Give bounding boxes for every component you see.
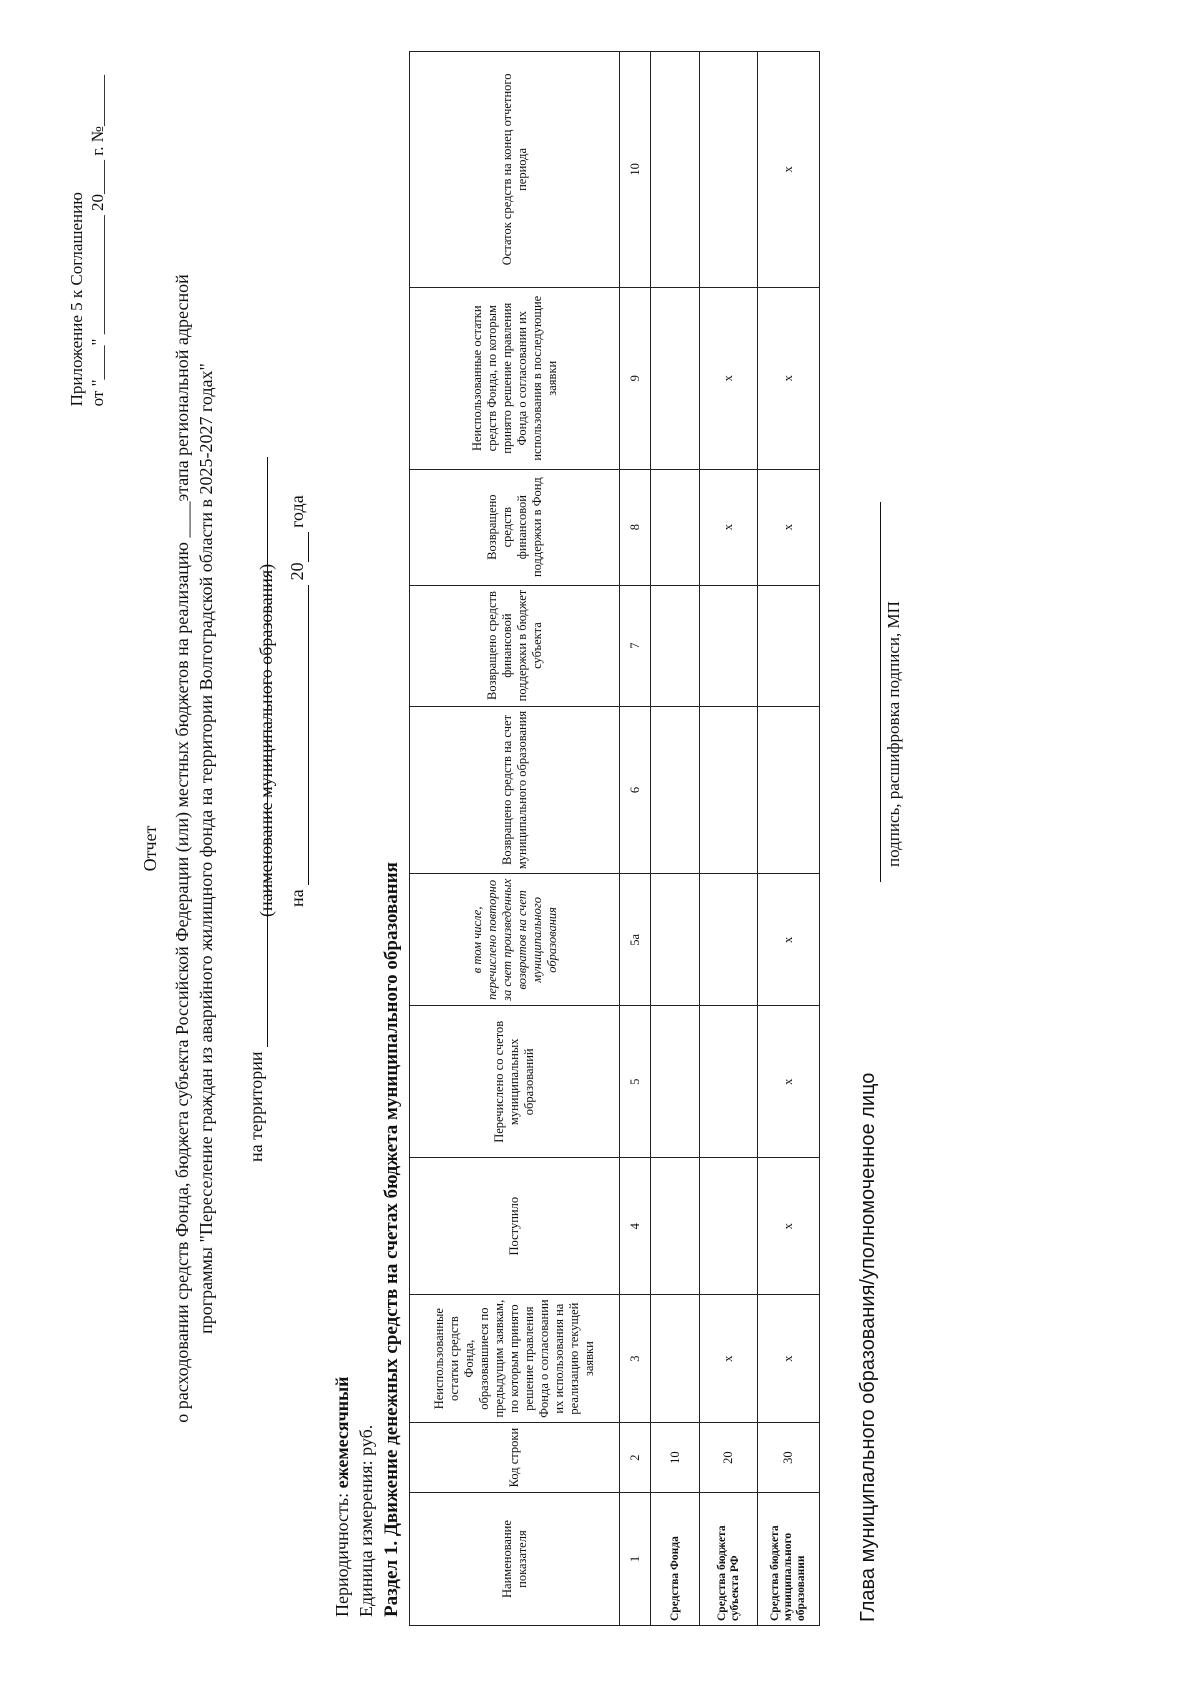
- table-cell[interactable]: [700, 1006, 758, 1158]
- row-name: Средства Фонда: [651, 1493, 700, 1626]
- table-cell: х: [758, 1295, 820, 1423]
- date-year-prefix: 20: [287, 562, 307, 581]
- signature-caption: подпись, расшифровка подписи, МП: [884, 601, 903, 867]
- table-cell: х: [758, 1158, 820, 1295]
- row-code: 10: [651, 1423, 700, 1493]
- table-cell[interactable]: [651, 706, 700, 874]
- signature-position: Глава муниципального образования/уполномоченное лицо: [857, 1072, 879, 1622]
- row-name: Средства бюджета субъекта РФ: [700, 1493, 758, 1626]
- header-transferred-again: в том числе, перечислено повторно за счет произведенных возвратов на счет муниципального образования: [410, 874, 620, 1006]
- table-cell: х: [700, 469, 758, 585]
- table-cell[interactable]: [651, 585, 700, 706]
- column-number: 1: [620, 1493, 651, 1626]
- report-table: [409, 51, 820, 1626]
- table-cell: х: [758, 874, 820, 1006]
- column-number: 10: [620, 52, 651, 288]
- appendix-line-1: Приложение 5 к Соглашению: [67, 192, 86, 407]
- table-cell[interactable]: [651, 874, 700, 1006]
- header-unused-next: Неиспользованные остатки средств Фонда, по которым принято решение правления Фонда о согласовании их использования в последующие заявки: [410, 287, 620, 469]
- header-name: Наименование показателя: [410, 1493, 620, 1626]
- table-cell[interactable]: [700, 706, 758, 874]
- territory-label: на территории: [246, 1051, 266, 1162]
- column-number: 5: [620, 1006, 651, 1158]
- table-column-numbers-row: [620, 52, 651, 1626]
- row-code: 20: [700, 1423, 758, 1493]
- column-number: 4: [620, 1158, 651, 1295]
- appendix-header: [66, 75, 108, 406]
- table-cell[interactable]: [758, 585, 820, 706]
- date-field: [287, 585, 309, 885]
- column-number: 9: [620, 287, 651, 469]
- date-prefix: на: [287, 889, 307, 907]
- table-cell: х: [758, 469, 820, 585]
- table-cell: х: [700, 1295, 758, 1423]
- appendix-line-2: от "____" ______________ 20____ г. №______: [88, 75, 107, 407]
- report-description-line-1: о расходовании средств Фонда, бюджета субъекта Российской Федерации (или) местных бюджетов на реализацию ____этапа региональной адресной: [172, 274, 192, 1423]
- table-cell: х: [758, 1006, 820, 1158]
- header-returned-subject: Возвращено средств финансовой поддержки в бюджет субъекта: [410, 585, 620, 706]
- column-number: 6: [620, 706, 651, 874]
- report-title: Отчет: [140, 825, 160, 872]
- date-line: [287, 495, 309, 907]
- column-number: 7: [620, 585, 651, 706]
- header-received: Поступило: [410, 1158, 620, 1295]
- table-cell: х: [700, 287, 758, 469]
- table-cell[interactable]: [700, 585, 758, 706]
- unit-of-measure: Единица измерения: руб.: [356, 1424, 376, 1617]
- table-cell: х: [758, 52, 820, 288]
- table-cell[interactable]: [651, 1158, 700, 1295]
- header-balance-end: Остаток средств на конец отчетного периода: [410, 52, 620, 288]
- table-cell[interactable]: [651, 1006, 700, 1158]
- header-code: Код строки: [410, 1423, 620, 1493]
- year-field: [287, 532, 309, 562]
- periodicity: [332, 1376, 353, 1617]
- table-cell[interactable]: [700, 52, 758, 288]
- column-number: 3: [620, 1295, 651, 1423]
- signature-line: [880, 502, 881, 882]
- column-number: 2: [620, 1423, 651, 1493]
- column-number: 8: [620, 469, 651, 585]
- periodicity-label: Периодичность:: [332, 1488, 352, 1617]
- table-cell[interactable]: [758, 706, 820, 874]
- header-returned-municipal: Возвращено средств на счет муниципального образования: [410, 706, 620, 874]
- table-cell[interactable]: [700, 874, 758, 1006]
- header-returned-fund: Возвращено средств финансовой поддержки в Фонд: [410, 469, 620, 585]
- table-cell[interactable]: [651, 287, 700, 469]
- header-unused-previous: Неиспользованные остатки средств Фонда, образовавшиеся по предыдущим заявкам, по которым принято решение правления Фонда о согласовании их использования на реализацию текущей заявки: [410, 1295, 620, 1423]
- header-transferred: Перечислено со счетов муниципальных образований: [410, 1006, 620, 1158]
- report-description-line-2: программы "Переселение граждан из аварийного жилищного фонда на территории Волгоградской области в 2025-2027 годах": [196, 363, 216, 1334]
- row-code: 30: [758, 1423, 820, 1493]
- table-row: [651, 52, 700, 1626]
- row-name: Средства бюджета муниципального образовании: [758, 1493, 820, 1626]
- table-cell[interactable]: [651, 469, 700, 585]
- table-cell[interactable]: [700, 1158, 758, 1295]
- section-title: Раздел 1. Движение денежных средств на счетах бюджета муниципального образования: [381, 862, 402, 1617]
- table-cell: х: [758, 287, 820, 469]
- date-suffix: года: [287, 495, 307, 528]
- column-number: 5а: [620, 874, 651, 1006]
- table-row: [700, 52, 758, 1626]
- table-header-row: [410, 52, 620, 1626]
- periodicity-value: ежемесячный: [332, 1376, 352, 1489]
- table-cell[interactable]: [651, 52, 700, 288]
- table-row: [758, 52, 820, 1626]
- territory-caption: (наименование муниципального образования): [256, 563, 276, 917]
- table-cell[interactable]: [651, 1295, 700, 1423]
